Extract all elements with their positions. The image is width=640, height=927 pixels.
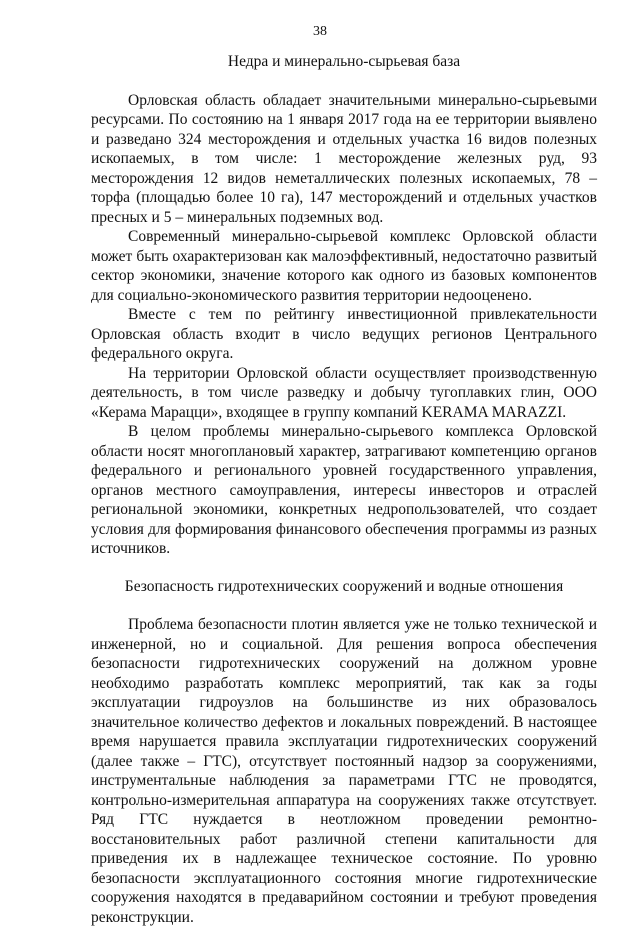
paragraph-kerama-marazzi: На территории Орловской области осуществляет производственную деятельность, в том числе разведку и добычу тугоплавких глин, ООО «Керама Марацци», входящее в группу компаний KERAMA MARAZZI.	[91, 364, 597, 421]
section-title-hydraulic-safety: Безопасность гидротехнических сооружений и водные отношения	[124, 577, 564, 595]
paragraph-mineral-complex: Современный минерально-сырьевой комплекс Орловской области может быть охарактеризован как малоэффективный, недостаточно развитый сектор экономики, значение которого как одного из базовых компонентов для социально-экономического развития территории недооценено.	[91, 228, 597, 304]
paragraph-mineral-overview: Орловская область обладает значительными минерально-сырьевыми ресурсами. По состоянию на 1 января 2017 года на ее территории выявлено и разведано 324 месторождения и отдельных участка 16 видов полезных ископаемых, в том числе: 1 месторождение железных руд, 93 месторождения 12 видов неметаллических полезных ископаемых, 78 – торфа (площадью более 10 га), 147 месторождений и отдельных участков пресных и 5 – минеральных подземных вод.	[91, 91, 597, 226]
page-number: 38	[313, 24, 327, 39]
paragraph-mineral-problems: В целом проблемы минерально-сырьевого комплекса Орловской области носят многоплановый характер, затрагивают компетенцию органов федерального и регионального уровней государственного управления, органов местного самоуправления, интересы инвесторов и отраслей региональной экономики, конкретных недропользователей, что создает условия для формирования финансового обеспечения программы из разных источников.	[91, 423, 597, 557]
paragraph-dam-safety: Проблема безопасности плотин является уже не только технической и инженерной, но и социальной. Для решения вопроса обеспечения безопасности гидротехнических сооружений на должном уровне необходимо разработать комплекс мероприятий, так как за годы эксплуатации гидроузлов на большинстве из них образовалось значительное количество дефектов и локальных повреждений. В настоящее время нарушается правила эксплуатации гидротехнических сооружений (далее также – ГТС), отсутствует постоянный надзор за сооружениями, инструментальные наблюдения за параметрами ГТС не проводятся, контрольно-измерительная аппаратура на сооружениях также отсутствует. Ряд ГТС нуждается в неотложном проведении ремонтно-восстановительных работ различной степени капитальности для приведения их в надлежащее техническое состояние. По уровню безопасности эксплуатационного состояния многие гидротехнические сооружения находятся в предаварийном состоянии и требуют проведения реконструкции.	[91, 616, 597, 926]
section-title-mineral-resources: Недра и минерально-сырьевая база	[227, 53, 461, 70]
page-content	[91, 52, 597, 927]
paragraph-investment-rating: Вместе с тем по рейтингу инвестиционной привлекательности Орловская область входит в число ведущих регионов Центрального федерального округа.	[91, 306, 597, 362]
